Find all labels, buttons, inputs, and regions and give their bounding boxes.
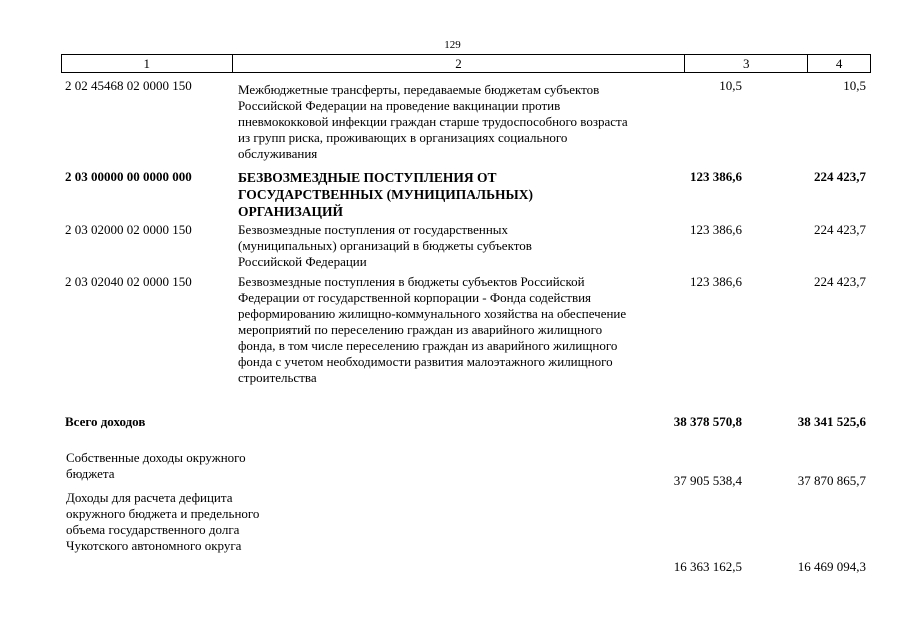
- row-code: 2 03 02000 02 0000 150: [65, 222, 192, 237]
- row-value-col4: 224 423,7: [814, 169, 866, 184]
- row-value-col3: 123 386,6: [690, 274, 742, 289]
- page-number: 129: [444, 39, 461, 51]
- table-header: [61, 54, 871, 73]
- row-value-col3: 123 386,6: [690, 222, 742, 237]
- row-name: Безвозмездные поступления в бюджеты субъектов Российской Федерации от государственной корпорации - Фонда содействия реформированию жилищно-коммунального хозяйства на обеспечение мероприятий по переселению граждан из аварийного жилищного фонда, в том числе переселению граждан из аварийного жилищного фонда с учетом необходимости развития малоэтажного жилищного строительства: [238, 274, 627, 385]
- row-name: БЕЗВОЗМЕЗДНЫЕ ПОСТУПЛЕНИЯ ОТ ГОСУДАРСТВЕННЫХ (МУНИЦИПАЛЬНЫХ) ОРГАНИЗАЦИЙ: [238, 170, 534, 219]
- deficit-revenue-label: Доходы для расчета дефицита окружного бюджета и предельного объема государственного долга Чукотского автономного округа: [66, 490, 260, 553]
- row-code: 2 02 45468 02 0000 150: [65, 78, 192, 93]
- row-code: 2 03 00000 00 0000 000: [65, 169, 192, 184]
- deficit-revenue-value-col4: 16 469 094,3: [797, 559, 866, 574]
- row-value-col4: 10,5: [843, 78, 866, 93]
- total-value-col3: 38 378 570,8: [673, 414, 742, 429]
- row-name: Межбюджетные трансферты, передаваемые бюджетам субъектов Российской Федерации на проведение вакцинации против пневмококковой инфекции граждан старше трудоспособного возраста из групп риска, проживающих в организациях социального обслуживания: [238, 82, 628, 161]
- total-label: Всего доходов: [65, 414, 146, 429]
- total-value-col4: 38 341 525,6: [797, 414, 866, 429]
- row-code: 2 03 02040 02 0000 150: [65, 274, 192, 289]
- own-revenue-label: Собственные доходы окружного бюджета: [66, 450, 246, 481]
- row-value-col3: 123 386,6: [690, 169, 742, 184]
- header-col-4: 4: [835, 56, 843, 71]
- row-value-col4: 224 423,7: [814, 222, 866, 237]
- own-revenue-value-col3: 37 905 538,4: [673, 473, 742, 488]
- header-col-3: 3: [685, 55, 808, 72]
- row-value-col4: 224 423,7: [814, 274, 866, 289]
- deficit-revenue-value-col3: 16 363 162,5: [673, 559, 742, 574]
- row-value-col3: 10,5: [719, 78, 742, 93]
- header-col-1: 1: [62, 55, 233, 72]
- row-name: Безвозмездные поступления от государственных (муниципальных) организаций в бюджеты субъектов Российской Федерации: [238, 222, 532, 269]
- own-revenue-value-col4: 37 870 865,7: [797, 473, 866, 488]
- header-col-2: 2: [233, 55, 686, 72]
